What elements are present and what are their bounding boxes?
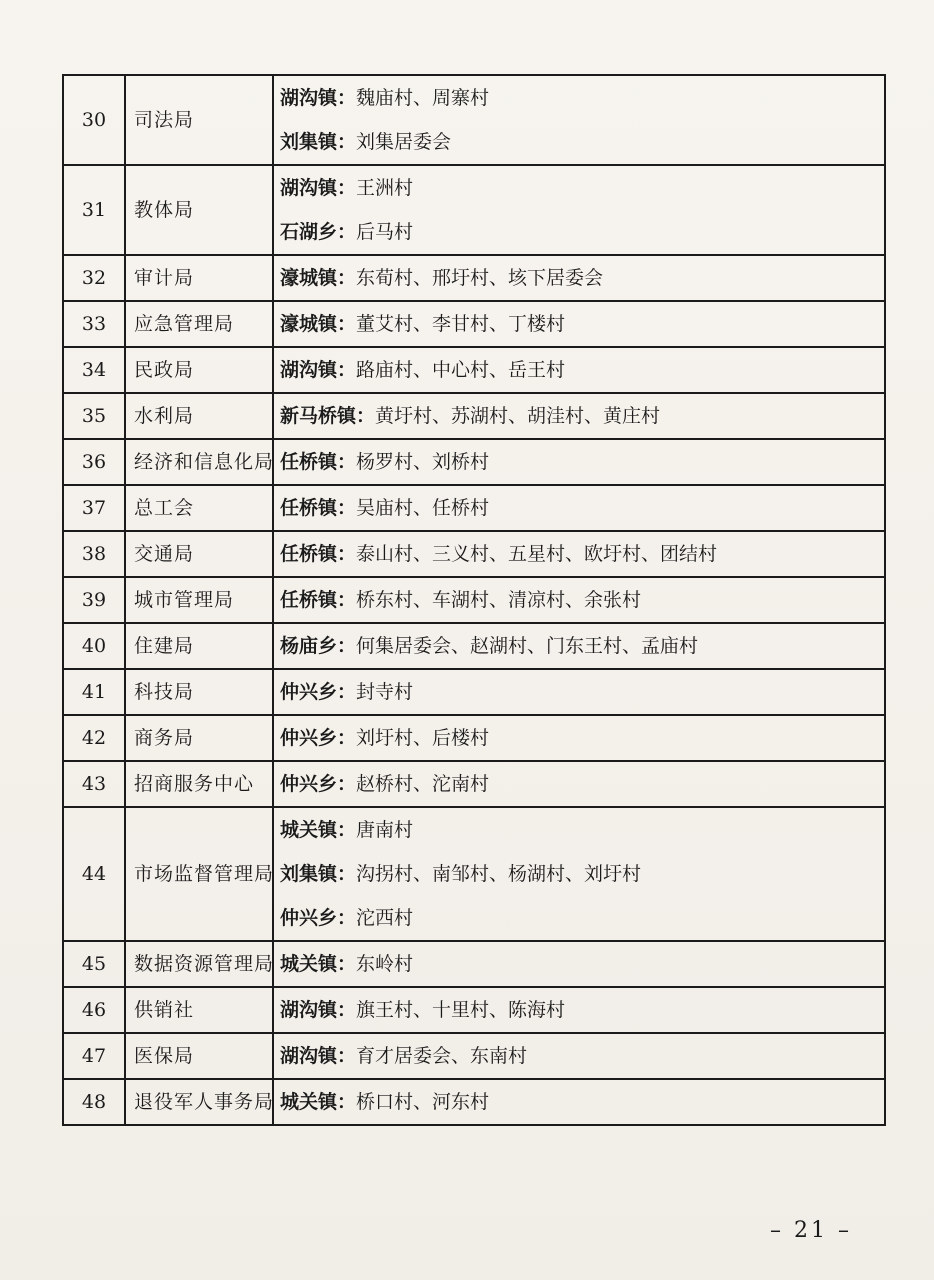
town-name: 任桥镇： [280, 496, 357, 519]
town-name: 濠城镇： [280, 312, 357, 335]
row-number: 48 [63, 1079, 125, 1125]
row-number: 34 [63, 347, 125, 393]
assigned-villages [273, 393, 885, 439]
row-number: 41 [63, 669, 125, 715]
town-name: 杨庙乡： [280, 634, 357, 657]
row-number: 36 [63, 439, 125, 485]
village-list: 赵桥村、沱南村 [356, 772, 490, 795]
row-number: 31 [63, 165, 125, 255]
department-name: 总工会 [125, 485, 273, 531]
village-list: 王洲村 [356, 176, 414, 199]
department-name: 城市管理局 [125, 577, 273, 623]
town-line [280, 486, 884, 530]
town-name: 仲兴乡： [280, 726, 357, 749]
table-row [63, 531, 885, 577]
village-list: 唐南村 [356, 818, 414, 841]
assigned-villages [273, 623, 885, 669]
row-number: 30 [63, 75, 125, 165]
department-name: 医保局 [125, 1033, 273, 1079]
assigned-villages [273, 669, 885, 715]
table-row [63, 761, 885, 807]
village-list: 刘圩村、后楼村 [356, 726, 490, 749]
assigned-villages [273, 485, 885, 531]
row-number: 46 [63, 987, 125, 1033]
row-number: 35 [63, 393, 125, 439]
town-line [280, 210, 884, 254]
department-name: 审计局 [125, 255, 273, 301]
row-number: 43 [63, 761, 125, 807]
assigned-villages [273, 987, 885, 1033]
department-name: 商务局 [125, 715, 273, 761]
table-row [63, 165, 885, 255]
table-row [63, 623, 885, 669]
department-name: 交通局 [125, 531, 273, 577]
town-line [280, 808, 884, 852]
town-name: 仲兴乡： [280, 680, 357, 703]
town-name: 湖沟镇： [280, 176, 357, 199]
table-row [63, 715, 885, 761]
town-name: 城关镇： [280, 952, 357, 975]
page-number: – 21 – [770, 1218, 852, 1243]
village-list: 沟拐村、南邹村、杨湖村、刘圩村 [356, 862, 642, 885]
assigned-villages [273, 347, 885, 393]
assignment-table [62, 74, 886, 1126]
assigned-villages [273, 1033, 885, 1079]
village-list: 何集居委会、赵湖村、门东王村、孟庙村 [356, 634, 699, 657]
town-line [280, 988, 884, 1032]
town-line [280, 76, 884, 120]
town-line [280, 670, 884, 714]
row-number: 33 [63, 301, 125, 347]
department-name: 供销社 [125, 987, 273, 1033]
town-line [280, 348, 884, 392]
town-name: 刘集镇： [280, 130, 357, 153]
row-number: 32 [63, 255, 125, 301]
town-line [280, 716, 884, 760]
village-list: 吴庙村、任桥村 [356, 496, 490, 519]
town-name: 湖沟镇： [280, 358, 357, 381]
village-list: 桥东村、车湖村、清凉村、余张村 [356, 588, 642, 611]
village-list: 刘集居委会 [356, 130, 452, 153]
department-name: 市场监督管理局 [125, 807, 273, 941]
town-line [280, 578, 884, 622]
village-list: 魏庙村、周寨村 [356, 86, 490, 109]
table-row [63, 75, 885, 165]
department-name: 经济和信息化局 [125, 439, 273, 485]
village-list: 东岭村 [356, 952, 414, 975]
village-list: 董艾村、李甘村、丁楼村 [356, 312, 566, 335]
table-row [63, 485, 885, 531]
assigned-villages [273, 439, 885, 485]
town-name: 任桥镇： [280, 588, 357, 611]
town-name: 仲兴乡： [280, 772, 357, 795]
table-row [63, 987, 885, 1033]
village-list: 后马村 [356, 220, 414, 243]
row-number: 42 [63, 715, 125, 761]
town-line [280, 624, 884, 668]
town-name: 湖沟镇： [280, 86, 357, 109]
row-number: 39 [63, 577, 125, 623]
department-name: 住建局 [125, 623, 273, 669]
department-name: 应急管理局 [125, 301, 273, 347]
village-list: 旗王村、十里村、陈海村 [356, 998, 566, 1021]
village-list: 黄圩村、苏湖村、胡洼村、黄庄村 [375, 404, 661, 427]
town-name: 湖沟镇： [280, 998, 357, 1021]
row-number: 37 [63, 485, 125, 531]
table-row [63, 807, 885, 941]
town-line [280, 302, 884, 346]
department-name: 数据资源管理局 [125, 941, 273, 987]
assigned-villages [273, 531, 885, 577]
town-line [280, 532, 884, 576]
village-list: 封寺村 [356, 680, 414, 703]
town-line [280, 440, 884, 484]
town-line [280, 1034, 884, 1078]
town-line [280, 394, 884, 438]
table-row [63, 393, 885, 439]
village-list: 东荀村、邢圩村、垓下居委会 [356, 266, 604, 289]
row-number: 38 [63, 531, 125, 577]
assigned-villages [273, 1079, 885, 1125]
department-name: 民政局 [125, 347, 273, 393]
assigned-villages [273, 75, 885, 165]
town-name: 任桥镇： [280, 450, 357, 473]
assigned-villages [273, 165, 885, 255]
town-line [280, 942, 884, 986]
table-row [63, 669, 885, 715]
department-name: 科技局 [125, 669, 273, 715]
town-name: 城关镇： [280, 818, 357, 841]
town-line [280, 762, 884, 806]
village-list: 桥口村、河东村 [356, 1090, 490, 1113]
table-row [63, 1079, 885, 1125]
village-list: 路庙村、中心村、岳王村 [356, 358, 566, 381]
town-line [280, 896, 884, 940]
table-row [63, 301, 885, 347]
assigned-villages [273, 761, 885, 807]
village-list: 杨罗村、刘桥村 [356, 450, 490, 473]
town-name: 任桥镇： [280, 542, 357, 565]
town-name: 石湖乡： [280, 220, 357, 243]
assigned-villages [273, 577, 885, 623]
town-line [280, 256, 884, 300]
assigned-villages [273, 807, 885, 941]
department-name: 水利局 [125, 393, 273, 439]
village-list: 泰山村、三义村、五星村、欧圩村、团结村 [356, 542, 718, 565]
table-row [63, 347, 885, 393]
table-body [63, 75, 885, 1125]
town-name: 濠城镇： [280, 266, 357, 289]
department-name: 司法局 [125, 75, 273, 165]
town-name: 新马桥镇： [280, 404, 376, 427]
town-line [280, 120, 884, 164]
assigned-villages [273, 255, 885, 301]
row-number: 44 [63, 807, 125, 941]
assigned-villages [273, 941, 885, 987]
row-number: 45 [63, 941, 125, 987]
assigned-villages [273, 301, 885, 347]
table-row [63, 941, 885, 987]
village-list: 育才居委会、东南村 [356, 1044, 528, 1067]
town-name: 城关镇： [280, 1090, 357, 1113]
town-line [280, 1080, 884, 1124]
village-list: 沱西村 [356, 906, 414, 929]
department-name: 教体局 [125, 165, 273, 255]
table-row [63, 255, 885, 301]
town-name: 刘集镇： [280, 862, 357, 885]
town-name: 湖沟镇： [280, 1044, 357, 1067]
assigned-villages [273, 715, 885, 761]
row-number: 40 [63, 623, 125, 669]
table-row [63, 1033, 885, 1079]
town-line [280, 852, 884, 896]
table-row [63, 577, 885, 623]
town-line [280, 166, 884, 210]
town-name: 仲兴乡： [280, 906, 357, 929]
department-name: 退役军人事务局 [125, 1079, 273, 1125]
row-number: 47 [63, 1033, 125, 1079]
department-name: 招商服务中心 [125, 761, 273, 807]
table-row [63, 439, 885, 485]
